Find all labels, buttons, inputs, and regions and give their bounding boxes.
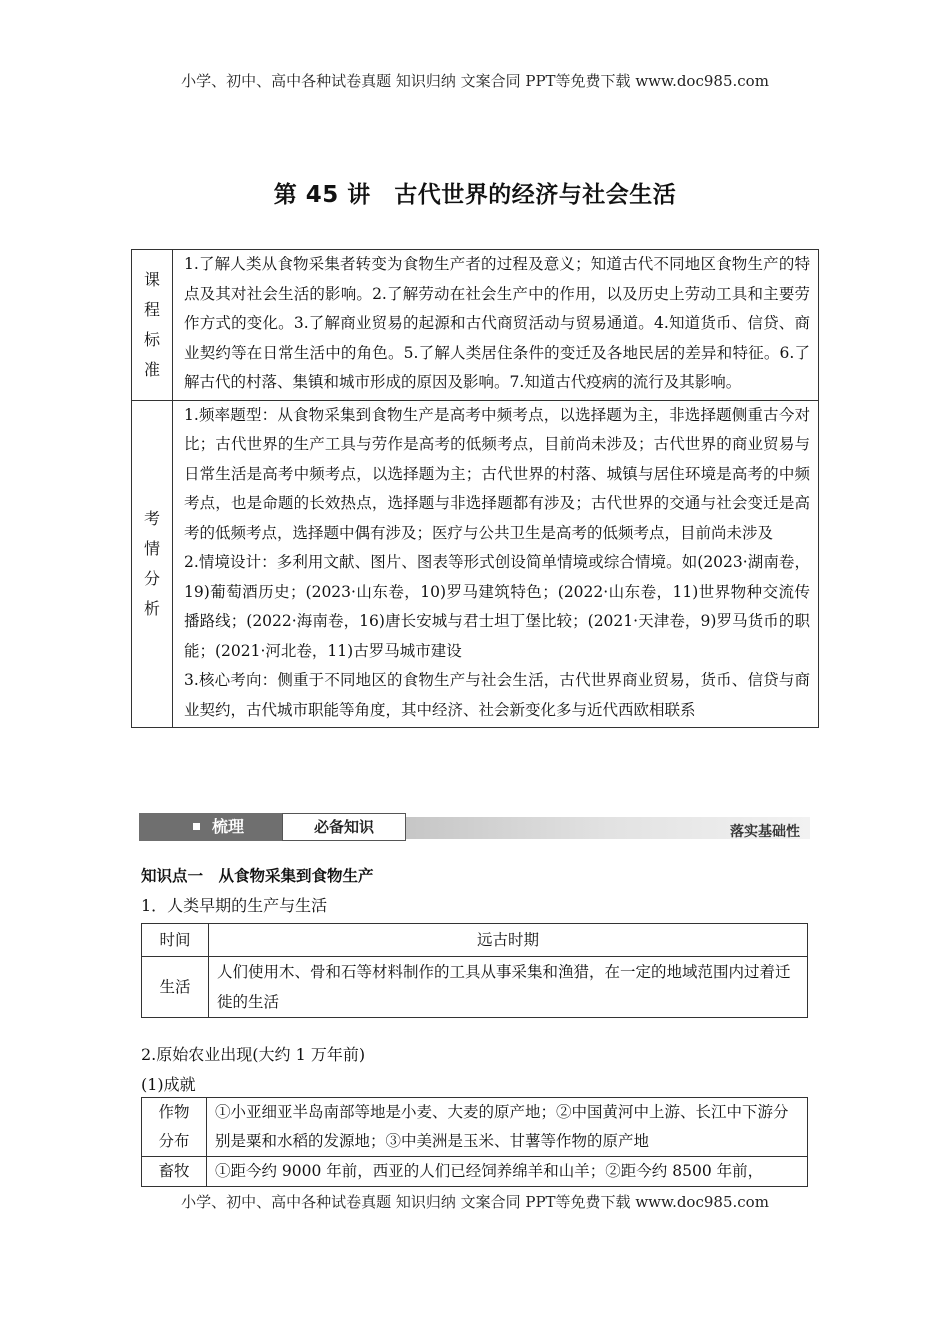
table-key: 生活 (142, 957, 209, 1018)
table-row (142, 957, 808, 1018)
table-value: ①距今约 9000 年前，西亚的人们已经饲养绵羊和山羊；②距今约 8500 年前， (207, 1157, 808, 1187)
section-banner (139, 813, 810, 841)
table-header-key: 时间 (142, 924, 209, 957)
table-key: 畜牧 (142, 1157, 207, 1187)
overview-table (131, 249, 819, 728)
table-value: 人们使用木、骨和石等材料制作的工具从事采集和渔猎，在一定的地域范围内过着迁徙的生活 (209, 957, 808, 1018)
standards-label: 课 程 标 准 (132, 250, 173, 401)
table-header-value: 远古时期 (209, 924, 808, 957)
agriculture-table (141, 1097, 808, 1187)
banner-box: 必备知识 (282, 813, 406, 841)
section-2-subheading: (1)成就 (141, 1075, 196, 1094)
banner-right-text: 落实基础性 (730, 824, 800, 840)
analysis-text (173, 400, 819, 728)
table-row (142, 1098, 808, 1157)
table-row (142, 1157, 808, 1187)
square-icon (193, 823, 200, 830)
section-2-heading: 2.原始农业出现(大约 1 万年前) (141, 1045, 366, 1064)
banner-label: 梳理 (139, 813, 282, 841)
page-header: 小学、初中、高中各种试卷真题 知识归纳 文案合同 PPT等免费下载 www.doc985.com (181, 72, 769, 90)
page-footer: 小学、初中、高中各种试卷真题 知识归纳 文案合同 PPT等免费下载 www.doc985.com (181, 1193, 769, 1211)
section-1-heading: 1．人类早期的生产与生活 (141, 896, 328, 915)
table-key: 作物 分布 (142, 1098, 207, 1157)
early-life-table (141, 923, 808, 1018)
standards-text: 1.了解人类从食物采集者转变为食物生产者的过程及意义；知道古代不同地区食物生产的特点及其对社会生活的影响。2.了解劳动在社会生产中的作用，以及历史上劳动工具和主要劳作方式的变化。3.了解商业贸易的起源和古代商贸活动与贸易通道。4.知道货币、信贷、商业契约等在日常生活中的角色。5.了解人类居住条件的变迁及各地民居的差异和特征。6.了解古代的村落、集镇和城市形成的原因及影响。7.知道古代疫病的流行及其影响。 (173, 250, 819, 401)
analysis-label: 考 情 分 析 (132, 400, 173, 728)
analysis-row (132, 400, 819, 728)
analysis-core: 3.核心考向：侧重于不同地区的食物生产与社会生活，古代世界商业贸易，货币、信贷与商业契约，古代城市职能等角度，其中经济、社会新变化多与近代西欧相联系 (184, 671, 810, 719)
standards-row (132, 250, 819, 401)
table-row (142, 924, 808, 957)
analysis-frequency: 1.频率题型：从食物采集到食物生产是高考中频考点，以选择题为主，非选择题侧重古今对比；古代世界的生产工具与劳作是高考的低频考点，目前尚未涉及；古代世界的商业贸易与日常生活是高考中频考点，以选择题为主；古代世界的村落、城镇与居住环境是高考的中频考点，也是命题的长效热点，选择题与非选择题都有涉及；古代世界的交通与社会变迁是高考的低频考点，选择题中偶有涉及；医疗与公共卫生是高考的低频考点，目前尚未涉及 (184, 405, 810, 542)
table-value: ①小亚细亚半岛南部等地是小麦、大麦的原产地；②中国黄河中上游、长江中下游分别是粟和水稻的发源地；③中美洲是玉米、甘薯等作物的原产地 (207, 1098, 808, 1157)
knowledge-point-heading: 知识点一 从食物采集到食物生产 (141, 867, 374, 885)
analysis-scenario: 2.情境设计：多利用文献、图片、图表等形式创设简单情境或综合情境。如(2023·湖南卷，19)葡萄酒历史；(2023·山东卷，10)罗马建筑特色；(2022·山东卷，11)世界物种交流传播路线；(2022·海南卷，16)唐长安城与君士坦丁堡比较；(2021·天津卷，9)罗马货币的职能；(2021·河北卷，11)古罗马城市建设 (184, 553, 810, 660)
page-title: 第 45 讲 古代世界的经济与社会生活 (273, 182, 677, 208)
